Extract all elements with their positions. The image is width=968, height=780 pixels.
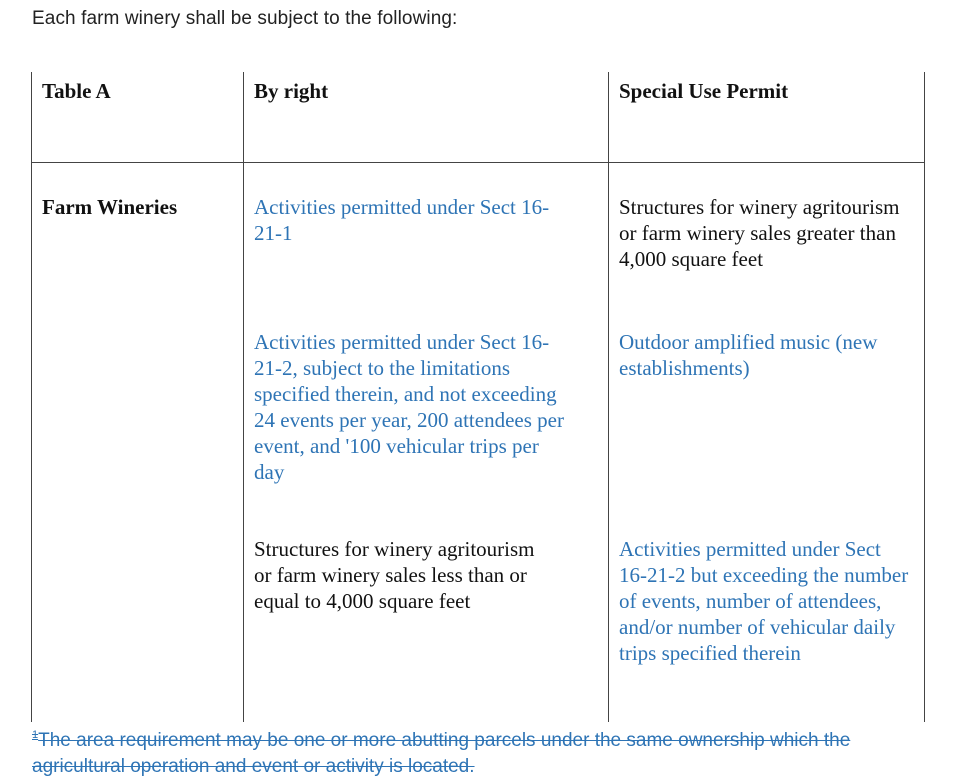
table-border-left [31,72,32,722]
footnote-marker: 1 [32,729,39,741]
intro-text: Each farm winery shall be subject to the following: [32,8,458,29]
special-use-item-3: Activities permitted under Sect 16-21-2 but exceeding the number of events, number of attendees, and/or number of vehicular daily trips specified therein [619,537,909,665]
header-by-right: By right [254,79,329,103]
footnote-struck [32,722,932,780]
special-use-item-1: Structures for winery agritourism or farm winery sales greater than 4,000 square feet [619,195,900,271]
header-special-use-permit: Special Use Permit [619,79,789,103]
header-table-a: Table A [42,79,111,103]
special-use-item-2: Outdoor amplified music (new establishments) [619,330,878,380]
by-right-item-3: Structures for winery agritourism or farm winery sales less than or equal to 4,000 square feet [254,537,535,613]
footnote-text: The area requirement may be one or more abutting parcels under the same ownership which the agricultural operation and event or activity is located. [32,730,851,777]
table-border-right [924,72,925,722]
by-right-item-1: Activities permitted under Sect 16-21-1 [254,195,550,245]
table-border-col3 [608,72,609,722]
by-right-item-2: Activities permitted under Sect 16-21-2, subject to the limitations specified therein, and not exceeding 24 events per year, 200 attendees per event, and '100 vehicular trips per day [254,330,564,484]
table-header-divider [31,162,925,163]
row-label-farm-wineries: Farm Wineries [42,195,178,219]
table-border-col2 [243,72,244,722]
